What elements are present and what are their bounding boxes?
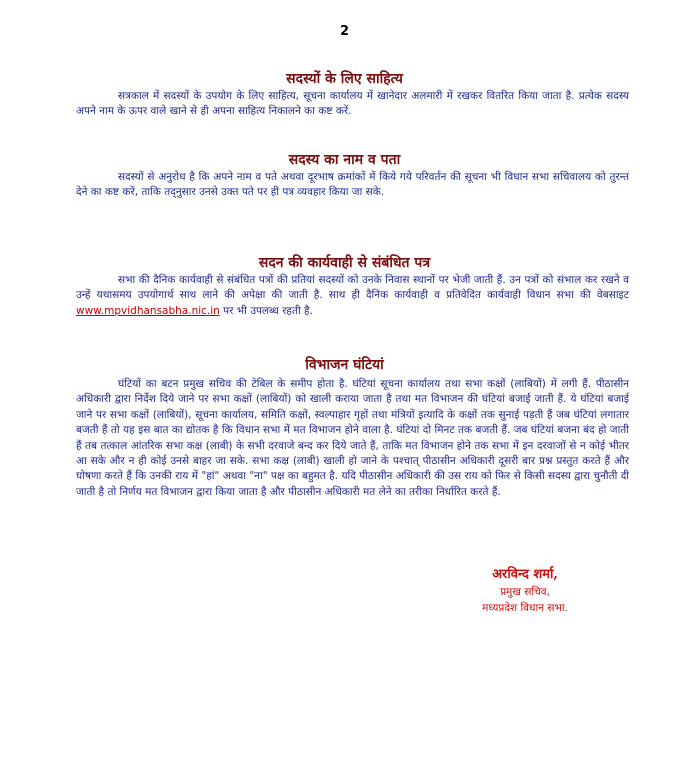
proceedings-text-after-link: पर भी उपलब्ध रहती है.: [219, 304, 313, 317]
signatory-name: अरविन्द शर्मा,: [492, 567, 558, 582]
proceedings-text-before-link: सभा की दैनिक कार्यवाही से संबंधित पत्रों की प्रतियां सदस्यों को उनके निवास स्थानों पर भेजी जाती हैं. उन पत्रों को संभाल कर रखने व उन्हें यथासमय उपयोगार्थ साथ लाने की अपेक्षा की जाती है. साथ ही दैनिक कार्यवाही व प्रतिवेदित कार्यवाही विधान सभा की वेबसाइट: [76, 274, 629, 302]
signatory-designation: प्रमुख सचिव,: [500, 586, 550, 598]
section-heading-name-address: सदस्य का नाम व पता: [288, 152, 401, 168]
section-paragraph-name-address: सदस्यों से अनुरोध है कि अपने नाम व पते अथवा दूरभाष क्रमांकों में किये गये परिवर्तन की सूचना भी विधान सभा सचिवालय को तुरन्त देने का कष्ट करें, ताकि तद्नुसार उनसे उक्त पते पर ही पत्र व्यवहार किया जा सके.: [76, 171, 629, 199]
section-paragraph-literature: सत्रकाल में सदस्यों के उपयोग के लिए साहित्य, सूचना कार्यालय में खानेदार अलमारी में रखकर वितरित किया जाता है. प्रत्येक सदस्य अपने नाम के ऊपर वाले खाने से ही अपना साहित्य निकालने का कष्ट करें.: [76, 90, 629, 118]
signatory-office: मध्यप्रदेश विधान सभा.: [482, 602, 568, 614]
signature-block: [440, 566, 610, 616]
section-heading-literature: सदस्यों के लिए साहित्य: [286, 71, 403, 87]
section-paragraph-division-bells: घंटियों का बटन प्रमुख सचिव की टेबिल के समीप होता है. घंटियां सूचना कार्यालय तथा सभा कक्षों (लाबियों) में लगी हैं. पीठासीन अधिकारी द्वारा निर्देश दिये जाने पर सभा कक्षों (लाबियों) को खाली कराया जाता है तथा मत विभाजन की घंटियां बजाई जाती हैं. ये घंटियां बजाई जाने पर सभा कक्षों (लाबियों), सूचना कार्यालय, समिति कक्षों, स्वल्पाहार गृहों तथा मंत्रियों इत्यादि के कक्षों तक सुनाई पड़ती हैं जब घंटियां लगातार बजती हैं तो यह इस बात का द्योतक है कि विधान सभा में मत विभाजन होने वाला है. घंटियां दो मिनट तक बजती हैं. जब घंटियां बजना बंद हो जाती हैं तब तत्काल आंतरिक सभा कक्ष (लाबी) के सभी दरवाजे बन्द कर दिये जाते हैं, ताकि मत विभाजन होने तक सभा में इन दरवाजों से न कोई भीतर आ सके और न ही कोई उनसे बाहर जा सके. सभा कक्ष (लाबी) खाली हो जाने के पश्चात् पीठासीन अधिकारी दूसरी बार प्रश्न प्रस्तुत करते हैं और घोषणा करते हैं कि उनकी राय में "हां" अथवा "ना" पक्ष का बहुमत है. यदि पीठासीन अधिकारी की उस राय को फिर से किसी सदस्य द्वारा चुनौती दी जाती है तो निर्णय मत विभाजन द्वारा किया जाता है और पीठासीन अधिकारी मत लेने का तरीका निर्धारित करते हैं.: [76, 378, 629, 498]
section-heading-division-bells: विभाजन घंटियां: [305, 357, 384, 373]
section-paragraph-proceedings: [76, 273, 629, 319]
page-number: 2: [339, 24, 350, 39]
website-link[interactable]: www.mpvidhansabha.nic.in: [76, 304, 220, 317]
section-heading-proceedings: सदन की कार्यवाही से संबंधित पत्र: [258, 255, 431, 271]
